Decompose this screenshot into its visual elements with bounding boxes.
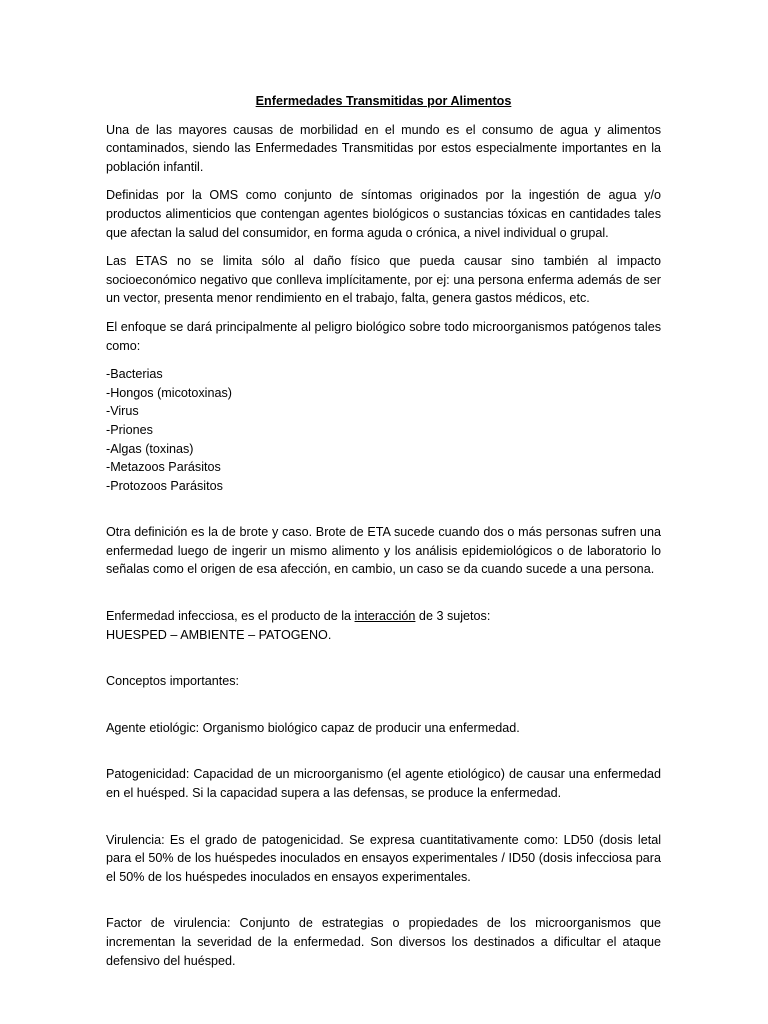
paragraph-intro: Una de las mayores causas de morbilidad en el mundo es el consumo de agua y alimentos contaminados, siendo las Enfermedades Transmitidas por estos especialmente importantes en la población infantil.	[106, 122, 661, 174]
paragraph-focus: El enfoque se dará principalmente al peligro biológico sobre todo microorganismos patógenos tales como:	[106, 319, 661, 353]
interaction-link[interactable]: interacción	[354, 609, 416, 624]
infectious-triad: HUESPED – AMBIENTE – PATOGENO.	[106, 627, 332, 642]
paragraph-pathogenicity: Patogenicidad: Capacidad de un microorganismo (el agente etiológico) de causar una enfermedad en el huésped. Si la capacidad supera a las defensas, se produce la enfermedad.	[106, 767, 661, 801]
spacer	[106, 813, 661, 831]
spacer	[106, 896, 661, 914]
spacer	[106, 505, 661, 523]
document-body	[106, 92, 661, 980]
paragraph-concepts-heading: Conceptos importantes:	[106, 674, 240, 689]
infectious-text-post: de 3 sujetos:	[415, 609, 491, 624]
spacer	[106, 589, 661, 607]
list-item: -Protozoos Parásitos	[106, 478, 223, 493]
infectious-text-pre: Enfermedad infecciosa, es el producto de la	[106, 609, 355, 624]
list-item: -Virus	[106, 404, 139, 419]
spacer	[106, 701, 661, 719]
paragraph-definition: Definidas por la OMS como conjunto de síntomas originados por la ingestión de agua y/o productos alimenticios que contengan agentes biológicos o sustancias tóxicas en cantidades tales que afectan la salud del consumidor, en forma aguda o crónica, a nivel individual o grupal.	[106, 188, 661, 240]
spacer	[106, 654, 661, 672]
list-item: -Hongos (micotoxinas)	[106, 385, 232, 400]
document-title: Enfermedades Transmitidas por Alimentos	[255, 94, 512, 108]
list-item: -Bacterias	[106, 367, 163, 382]
paragraph-virulence-factor: Factor de virulencia: Conjunto de estrategias o propiedades de los microorganismos que incrementan la severidad de la enfermedad. Son diversos los destinados a dificultar el ataque defensivo del huésped.	[106, 916, 661, 968]
paragraph-outbreak: Otra definición es la de brote y caso. Brote de ETA sucede cuando dos o más personas sufren una enfermedad luego de ingerir un mismo alimento y los análisis epidemiológicos o de laboratorio lo señalas como el origen de esa afección, en cambio, un caso se da cuando sucede a una persona.	[106, 525, 661, 577]
spacer	[106, 747, 661, 765]
list-item: -Priones	[106, 422, 153, 437]
paragraph-infectious	[106, 607, 661, 644]
pathogen-list	[106, 365, 661, 495]
paragraph-virulence: Virulencia: Es el grado de patogenicidad. Se expresa cuantitativamente como: LD50 (dosis letal para el 50% de los huéspedes inoculados en ensayos experimentales / ID50 (dosis infecciosa para el 50% de los huéspedes inoculados en ensayos experimentales.	[106, 832, 661, 884]
list-item: -Metazoos Parásitos	[106, 460, 221, 475]
list-item: -Algas (toxinas)	[106, 441, 194, 456]
paragraph-impact: Las ETAS no se limita sólo al daño físico que pueda causar sino también al impacto socioeconómico negativo que conlleva implícitamente, por ej: una persona enferma además de ser un vector, presenta menor rendimiento en el trabajo, falta, genera gastos médicos, etc.	[106, 254, 661, 306]
paragraph-agent: Agente etiológic: Organismo biológico capaz de producir una enfermedad.	[106, 720, 520, 735]
